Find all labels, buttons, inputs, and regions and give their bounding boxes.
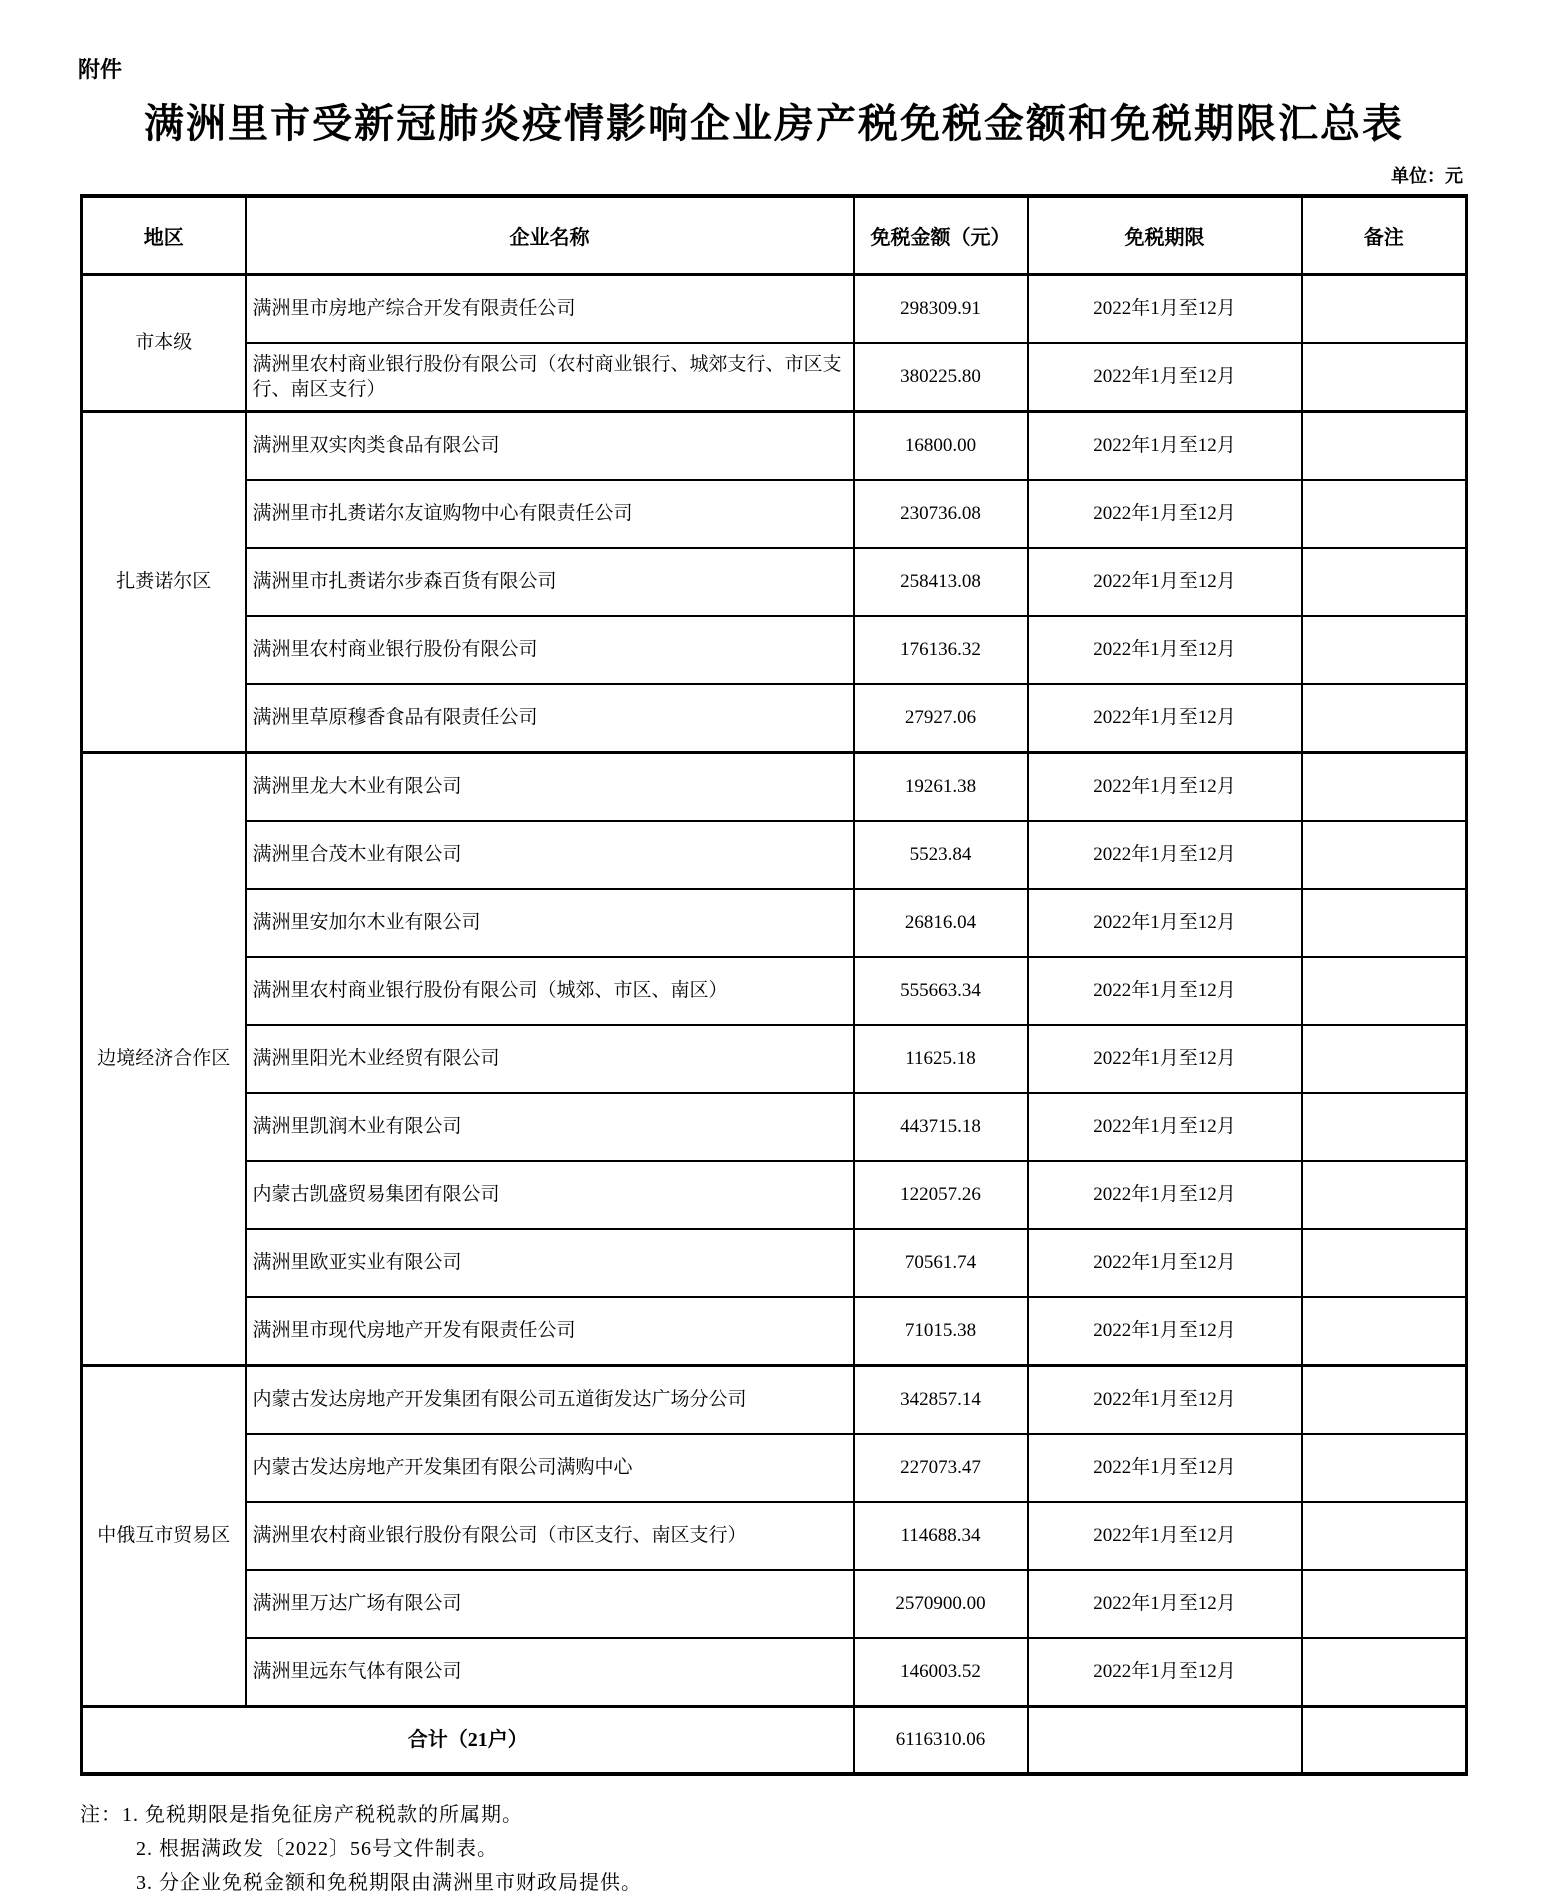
remark-cell: [1302, 684, 1467, 753]
table-row: [82, 684, 1467, 753]
table-row: [82, 1502, 1467, 1570]
table-row: [82, 412, 1467, 481]
table-row: [82, 1434, 1467, 1502]
total-label-cell: 合计（21户）: [82, 1707, 854, 1775]
table-row: [82, 616, 1467, 684]
amount-cell: 11625.18: [854, 1025, 1028, 1093]
table-row: [82, 1366, 1467, 1435]
company-cell: 满洲里龙大木业有限公司: [246, 753, 854, 822]
period-cell: 2022年1月至12月: [1028, 1025, 1302, 1093]
remark-cell: [1302, 1025, 1467, 1093]
amount-cell: 342857.14: [854, 1366, 1028, 1435]
remark-cell: [1302, 548, 1467, 616]
amount-cell: 2570900.00: [854, 1570, 1028, 1638]
remark-cell: [1302, 957, 1467, 1025]
period-cell: 2022年1月至12月: [1028, 412, 1302, 481]
note-line-1: [80, 1798, 1548, 1832]
amount-cell: 19261.38: [854, 753, 1028, 822]
amount-cell: 16800.00: [854, 412, 1028, 481]
table-row: [82, 1025, 1467, 1093]
table-header: [82, 196, 1467, 275]
period-cell: 2022年1月至12月: [1028, 1434, 1302, 1502]
column-header-1: 地区: [82, 196, 246, 275]
period-cell: 2022年1月至12月: [1028, 821, 1302, 889]
total-row: [82, 1707, 1467, 1775]
period-cell: 2022年1月至12月: [1028, 1297, 1302, 1366]
table-row: [82, 1229, 1467, 1297]
company-cell: 满洲里阳光木业经贸有限公司: [246, 1025, 854, 1093]
column-header-5: 备注: [1302, 196, 1467, 275]
remark-cell: [1302, 412, 1467, 481]
remark-cell: [1302, 1161, 1467, 1229]
company-cell: 内蒙古凯盛贸易集团有限公司: [246, 1161, 854, 1229]
period-cell: 2022年1月至12月: [1028, 616, 1302, 684]
table-row: [82, 1093, 1467, 1161]
period-cell: 2022年1月至12月: [1028, 1093, 1302, 1161]
notes: [80, 1798, 1548, 1900]
amount-cell: 176136.32: [854, 616, 1028, 684]
company-cell: 满洲里凯润木业有限公司: [246, 1093, 854, 1161]
table-row: [82, 1570, 1467, 1638]
amount-cell: 443715.18: [854, 1093, 1028, 1161]
table-row: [82, 343, 1467, 412]
amount-cell: 122057.26: [854, 1161, 1028, 1229]
period-cell: 2022年1月至12月: [1028, 1161, 1302, 1229]
period-cell: 2022年1月至12月: [1028, 889, 1302, 957]
region-cell: 扎赉诺尔区: [82, 412, 246, 753]
page-title: 满洲里市受新冠肺炎疫情影响企业房产税免税金额和免税期限汇总表: [144, 101, 1404, 147]
company-cell: 满洲里合茂木业有限公司: [246, 821, 854, 889]
remark-cell: [1302, 821, 1467, 889]
total-remark-cell: [1302, 1707, 1467, 1775]
amount-cell: 27927.06: [854, 684, 1028, 753]
note-item-2: 2. 根据满政发〔2022〕56号文件制表。: [136, 1838, 498, 1861]
amount-cell: 227073.47: [854, 1434, 1028, 1502]
period-cell: 2022年1月至12月: [1028, 957, 1302, 1025]
period-cell: 2022年1月至12月: [1028, 753, 1302, 822]
company-cell: 满洲里市扎赉诺尔友谊购物中心有限责任公司: [246, 480, 854, 548]
table-row: [82, 957, 1467, 1025]
remark-cell: [1302, 1570, 1467, 1638]
company-cell: 满洲里安加尔木业有限公司: [246, 889, 854, 957]
total-period-cell: [1028, 1707, 1302, 1775]
period-cell: 2022年1月至12月: [1028, 1366, 1302, 1435]
period-cell: 2022年1月至12月: [1028, 1638, 1302, 1707]
table-row: [82, 1297, 1467, 1366]
table-row: [82, 275, 1467, 344]
remark-cell: [1302, 616, 1467, 684]
period-cell: 2022年1月至12月: [1028, 548, 1302, 616]
period-cell: 2022年1月至12月: [1028, 1229, 1302, 1297]
table-row: [82, 1161, 1467, 1229]
amount-cell: 555663.34: [854, 957, 1028, 1025]
column-header-2: 企业名称: [246, 196, 854, 275]
remark-cell: [1302, 1502, 1467, 1570]
amount-cell: 26816.04: [854, 889, 1028, 957]
amount-cell: 298309.91: [854, 275, 1028, 344]
note-item-3: 3. 分企业免税金额和免税期限由满洲里市财政局提供。: [136, 1872, 642, 1895]
period-cell: 2022年1月至12月: [1028, 275, 1302, 344]
remark-cell: [1302, 753, 1467, 822]
period-cell: 2022年1月至12月: [1028, 1570, 1302, 1638]
amount-cell: 70561.74: [854, 1229, 1028, 1297]
company-cell: 满洲里市现代房地产开发有限责任公司: [246, 1297, 854, 1366]
amount-cell: 380225.80: [854, 343, 1028, 412]
company-cell: 满洲里草原穆香食品有限责任公司: [246, 684, 854, 753]
column-header-4: 免税期限: [1028, 196, 1302, 275]
total-amount-cell: 6116310.06: [854, 1707, 1028, 1775]
company-cell: 内蒙古发达房地产开发集团有限公司五道街发达广场分公司: [246, 1366, 854, 1435]
period-cell: 2022年1月至12月: [1028, 1502, 1302, 1570]
remark-cell: [1302, 343, 1467, 412]
remark-cell: [1302, 1297, 1467, 1366]
period-cell: 2022年1月至12月: [1028, 343, 1302, 412]
table-body: [82, 275, 1467, 1775]
table-area: [80, 162, 1465, 1776]
company-cell: 满洲里农村商业银行股份有限公司（城郊、市区、南区）: [246, 957, 854, 1025]
table-row: [82, 821, 1467, 889]
attachment-label: 附件: [78, 57, 123, 82]
region-cell: 边境经济合作区: [82, 753, 246, 1366]
remark-cell: [1302, 1434, 1467, 1502]
company-cell: 满洲里市房地产综合开发有限责任公司: [246, 275, 854, 344]
company-cell: 满洲里农村商业银行股份有限公司: [246, 616, 854, 684]
period-cell: 2022年1月至12月: [1028, 480, 1302, 548]
amount-cell: 114688.34: [854, 1502, 1028, 1570]
company-cell: 满洲里双实肉类食品有限公司: [246, 412, 854, 481]
amount-cell: 230736.08: [854, 480, 1028, 548]
company-cell: 满洲里远东气体有限公司: [246, 1638, 854, 1707]
company-cell: 内蒙古发达房地产开发集团有限公司满购中心: [246, 1434, 854, 1502]
amount-cell: 71015.38: [854, 1297, 1028, 1366]
header-row: [82, 196, 1467, 275]
remark-cell: [1302, 889, 1467, 957]
note-item-1: 1. 免税期限是指免征房产税税款的所属期。: [122, 1804, 523, 1827]
table-row: [82, 1638, 1467, 1707]
table-row: [82, 548, 1467, 616]
amount-cell: 258413.08: [854, 548, 1028, 616]
company-cell: 满洲里农村商业银行股份有限公司（市区支行、南区支行）: [246, 1502, 854, 1570]
column-header-3: 免税金额（元）: [854, 196, 1028, 275]
unit-label: 单位：元: [1391, 166, 1463, 187]
region-cell: 市本级: [82, 275, 246, 412]
remark-cell: [1302, 1366, 1467, 1435]
period-cell: 2022年1月至12月: [1028, 684, 1302, 753]
remark-cell: [1302, 480, 1467, 548]
remark-cell: [1302, 1093, 1467, 1161]
remark-cell: [1302, 275, 1467, 344]
company-cell: 满洲里万达广场有限公司: [246, 1570, 854, 1638]
company-cell: 满洲里农村商业银行股份有限公司（农村商业银行、城郊支行、市区支行、南区支行）: [246, 343, 854, 412]
table-row: [82, 889, 1467, 957]
region-cell: 中俄互市贸易区: [82, 1366, 246, 1707]
company-cell: 满洲里市扎赉诺尔步森百货有限公司: [246, 548, 854, 616]
company-cell: 满洲里欧亚实业有限公司: [246, 1229, 854, 1297]
remark-cell: [1302, 1229, 1467, 1297]
table-row: [82, 753, 1467, 822]
remark-cell: [1302, 1638, 1467, 1707]
table-row: [82, 480, 1467, 548]
amount-cell: 146003.52: [854, 1638, 1028, 1707]
summary-table: [80, 194, 1468, 1776]
amount-cell: 5523.84: [854, 821, 1028, 889]
notes-prefix: 注：: [80, 1804, 122, 1827]
